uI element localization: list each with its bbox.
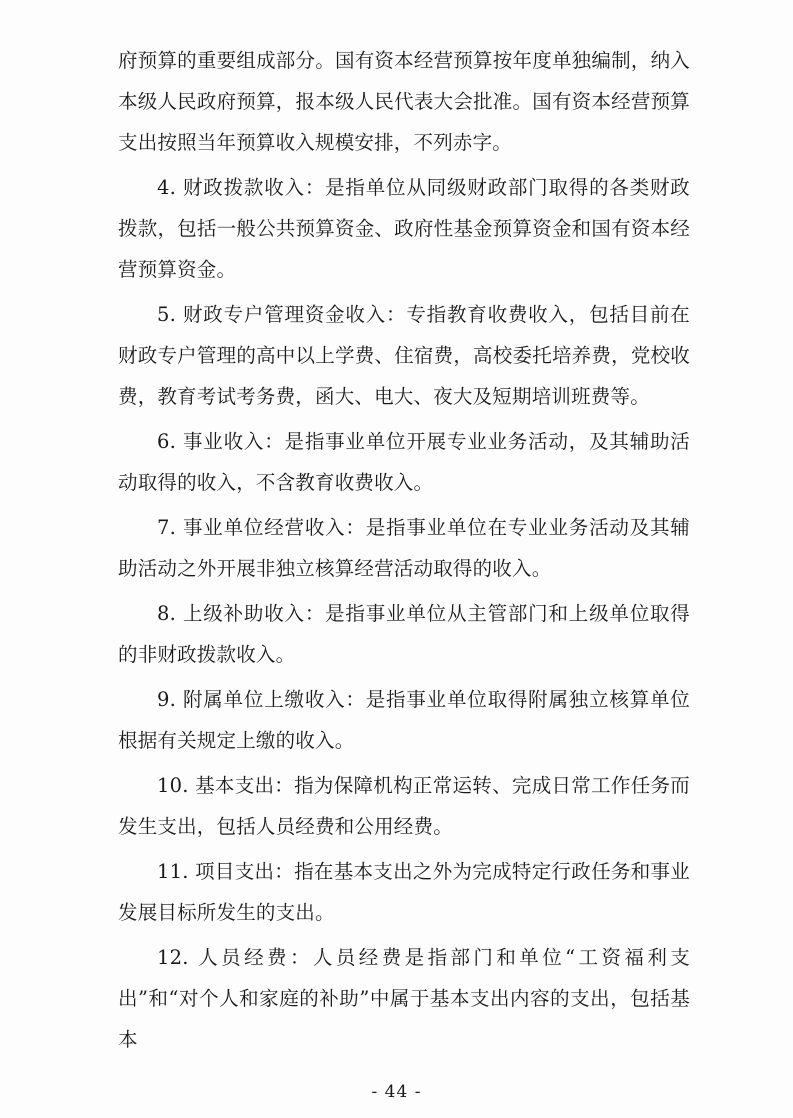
paragraph: 7. 事业单位经营收入：是指事业单位在专业业务活动及其辅助活动之外开展非独立核算经营活动取得的收入。 [118,516,690,580]
paragraph: 11. 项目支出：指在基本支出之外为完成特定行政任务和事业发展目标所发生的支出。 [118,860,690,924]
paragraph: 府预算的重要组成部分。国有资本经营预算按年度单独编制，纳入本级人民政府预算，报本级人民代表大会批准。国有资本经营预算支出按照当年预算收入规模安排，不列赤字。 [118,49,690,154]
paragraph: 8. 上级补助收入：是指事业单位从主管部门和上级单位取得的非财政拨款收入。 [118,602,690,666]
paragraph: 5. 财政专户管理资金收入：专指教育收费收入，包括目前在财政专户管理的高中以上学费、住宿费，高校委托培养费，党校收费，教育考试考务费，函大、电大、夜大及短期培训班费等。 [118,303,690,408]
paragraph: 4. 财政拨款收入：是指单位从同级财政部门取得的各类财政拨款，包括一般公共预算资金、政府性基金预算资金和国有资本经营预算资金。 [118,176,690,281]
page-number: - 44 - [371,1082,422,1102]
page-body-text [118,40,690,1064]
paragraph: 12. 人员经费：人员经费是指部门和单位“工资福利支出”和“对个人和家庭的补助”中属于基本支出内容的支出，包括基本 [118,946,690,1051]
paragraph: 6. 事业收入：是指事业单位开展专业业务活动，及其辅助活动取得的收入，不含教育收费收入。 [118,430,690,494]
paragraph: 10. 基本支出：指为保障机构正常运转、完成日常工作任务而发生支出，包括人员经费和公用经费。 [118,774,690,838]
paragraph: 9. 附属单位上缴收入：是指事业单位取得附属独立核算单位根据有关规定上缴的收入。 [118,688,690,752]
